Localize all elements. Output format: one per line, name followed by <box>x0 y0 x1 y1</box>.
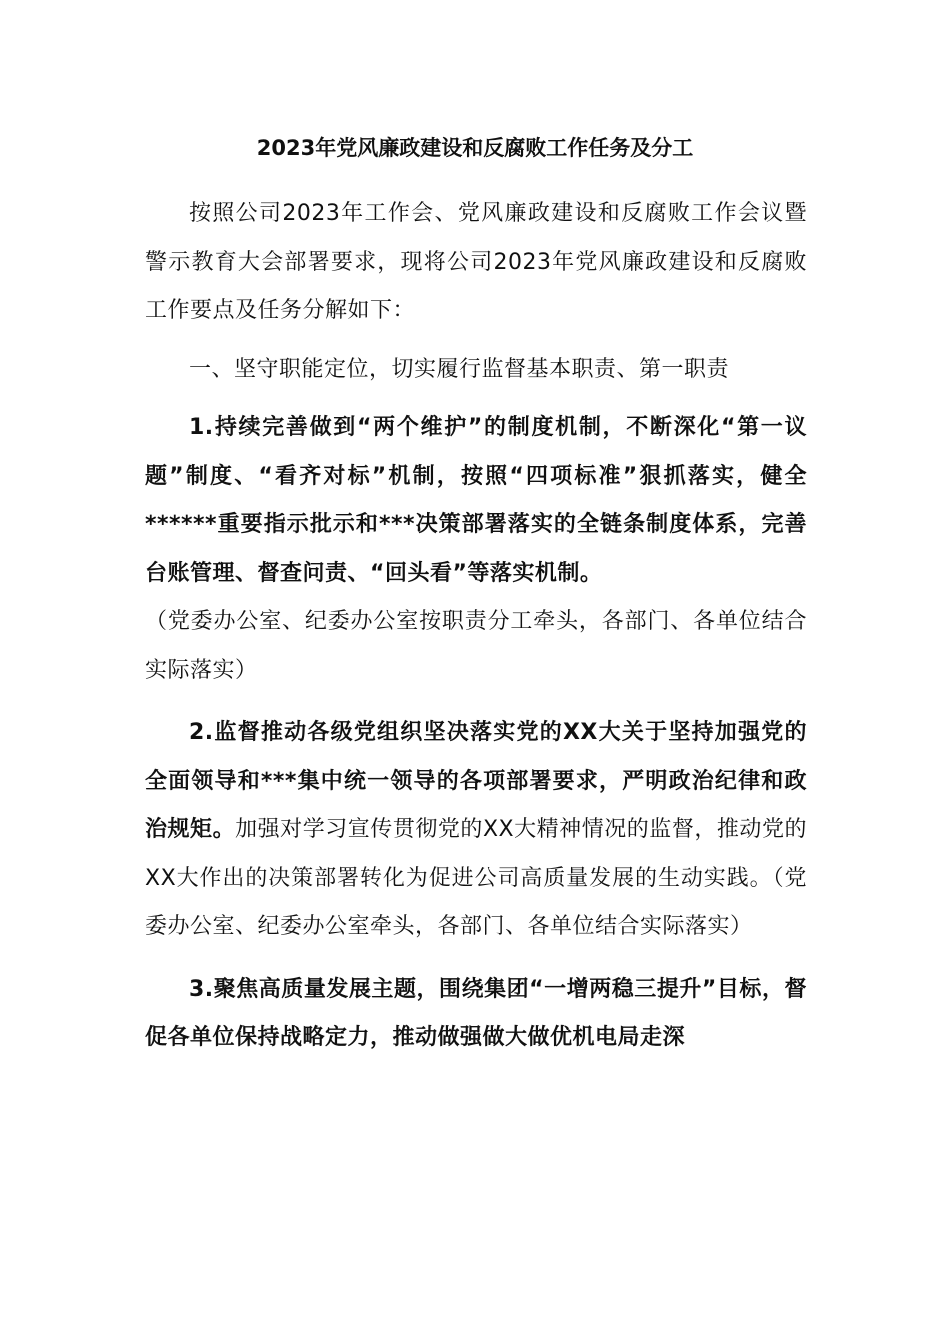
item-2-body: 加强对学习宣传贯彻党的XX大精神情况的监督，推动党的XX大作出的决策部署转化为促进公司高质量发展的生动实践。（党委办公室、纪委办公室牵头，各部门、各单位结合实际落实） <box>145 817 807 939</box>
item-2-heading: 2.监督推动各级党组织坚决落实党的XX大关于坚持加强党的全面领导和***集中统一领导的各项部署要求，严明政治纪律和政治规矩。 <box>145 720 807 842</box>
item-1-heading: 1.持续完善做到“两个维护”的制度机制，不断深化“第一议题”制度、“看齐对标”机制，按照“四项标准”狠抓落实，健全******重要指示批示和***决策部署落实的全链条制度体系，完善台账管理、督查问责、“回头看”等落实机制。 <box>145 415 807 586</box>
item-1-note: （党委办公室、纪委办公室按职责分工牵头，各部门、各单位结合实际落实） <box>145 609 807 683</box>
document-body <box>145 190 807 1063</box>
intro-paragraph: 按照公司2023年工作会、党风廉政建设和反腐败工作会议暨警示教育大会部署要求，现将公司2023年党风廉政建设和反腐败工作要点及任务分解如下： <box>145 201 807 323</box>
item-3-heading: 3.聚焦高质量发展主题，围绕集团“一增两稳三提升”目标，督促各单位保持战略定力，推动做强做大做优机电局走深 <box>145 976 807 1050</box>
item-2-paragraph <box>145 709 807 952</box>
section-heading: 一、坚守职能定位，切实履行监督基本职责、第一职责 <box>189 356 730 382</box>
document-title: 2023年党风廉政建设和反腐败工作任务及分工 <box>256 136 694 160</box>
